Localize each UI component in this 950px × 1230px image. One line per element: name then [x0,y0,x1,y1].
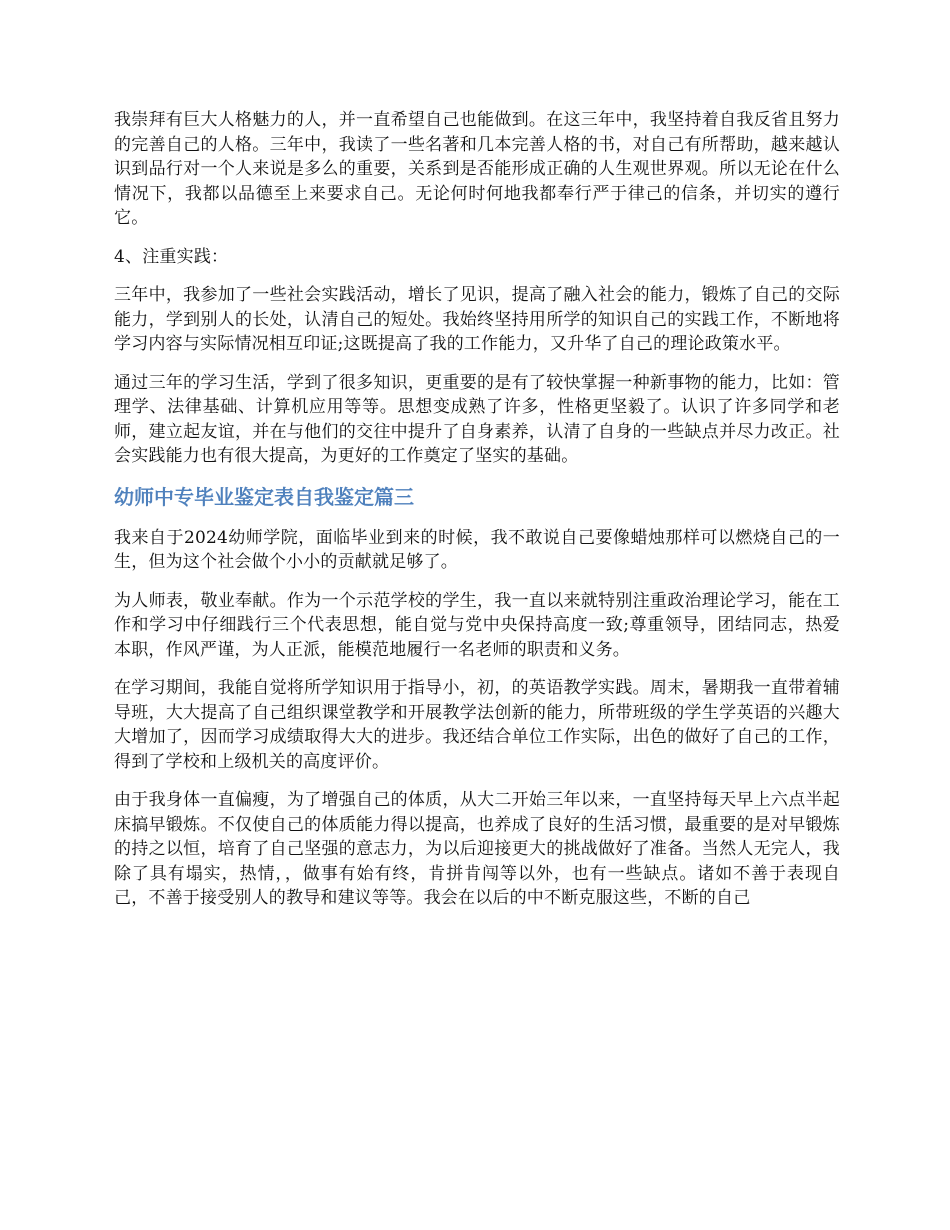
paragraph-intro: 我来自于2024幼师学院，面临毕业到来的时候，我不敢说自己要像蜡烛那样可以燃烧自己的一生，但为这个社会做个小小的贡献就足够了。 [114,527,840,572]
section-heading: 幼师中专毕业鉴定表自我鉴定篇三 [114,484,414,509]
paragraph-character: 我崇拜有巨大人格魅力的人，并一直希望自己也能做到。在这三年中，我坚持着自我反省且努力的完善自己的人格。三年中，我读了一些名著和几本完善人格的书，对自己有所帮助，越来越认识到品行对一个人来说是多么的重要，关系到是否能形成正确的人生观世界观。所以无论在什么情况下，我都以品德至上来要求自己。无论何时何地我都奉行严于律己的信条，并切实的遵行它。 [114,110,840,228]
section-label-practice: 4、注重实践： [114,246,229,267]
paragraph-health: 由于我身体一直偏瘦，为了增强自己的体质，从大二开始三年以来，一直坚持每天早上六点半起床搞早锻炼。不仅使自己的体质能力得以提高，也养成了良好的生活习惯，最重要的是对早锻炼的持之以恒，培育了自己坚强的意志力，为以后迎接更大的挑战做好了准备。当然人无完人，我除了具有塌实，热情，，做事有始有终，肯拼肯闯等以外，也有一些缺点。诸如不善于表现自己，不善于接受别人的教导和建议等等。我会在以后的中不断克服这些，不断的自己 [114,790,840,908]
paragraph-summary: 通过三年的学习生活，学到了很多知识，更重要的是有了较快掌握一种新事物的能力，比如：管理学、法律基础、计算机应用等等。思想变成熟了许多，性格更坚毅了。认识了许多同学和老师，建立起友谊，并在与他们的交往中提升了自身素养，认清了自身的一些缺点并尽力改正。社会实践能力也有很大提高，为更好的工作奠定了坚实的基础。 [114,372,840,466]
paragraph-practice: 三年中，我参加了一些社会实践活动，增长了见识，提高了融入社会的能力，锻炼了自己的交际能力，学到别人的长处，认清自己的短处。我始终坚持用所学的知识自己的实践工作，不断地将学习内容与实际情况相互印证;这既提高了我的工作能力，又升华了自己的理论政策水平。 [114,285,840,354]
document-page [114,108,840,925]
paragraph-teacher-ethics: 为人师表，敬业奉献。作为一个示范学校的学生，我一直以来就特别注重政治理论学习，能在工作和学习中仔细践行三个代表思想，能自觉与党中央保持高度一致;尊重领导，团结同志，热爱本职，作风严谨，为人正派，能模范地履行一名老师的职责和义务。 [114,590,840,660]
paragraph-study: 在学习期间，我能自觉将所学知识用于指导小，初，的英语教学实践。周末，暑期我一直带着辅导班，大大提高了自己组织课堂教学和开展教学法创新的能力，所带班级的学生学英语的兴趣大大增加了，因而学习成绩取得大大的进步。我还结合单位工作实际，出色的做好了自己的工作，得到了学校和上级机关的高度评价。 [114,678,840,772]
